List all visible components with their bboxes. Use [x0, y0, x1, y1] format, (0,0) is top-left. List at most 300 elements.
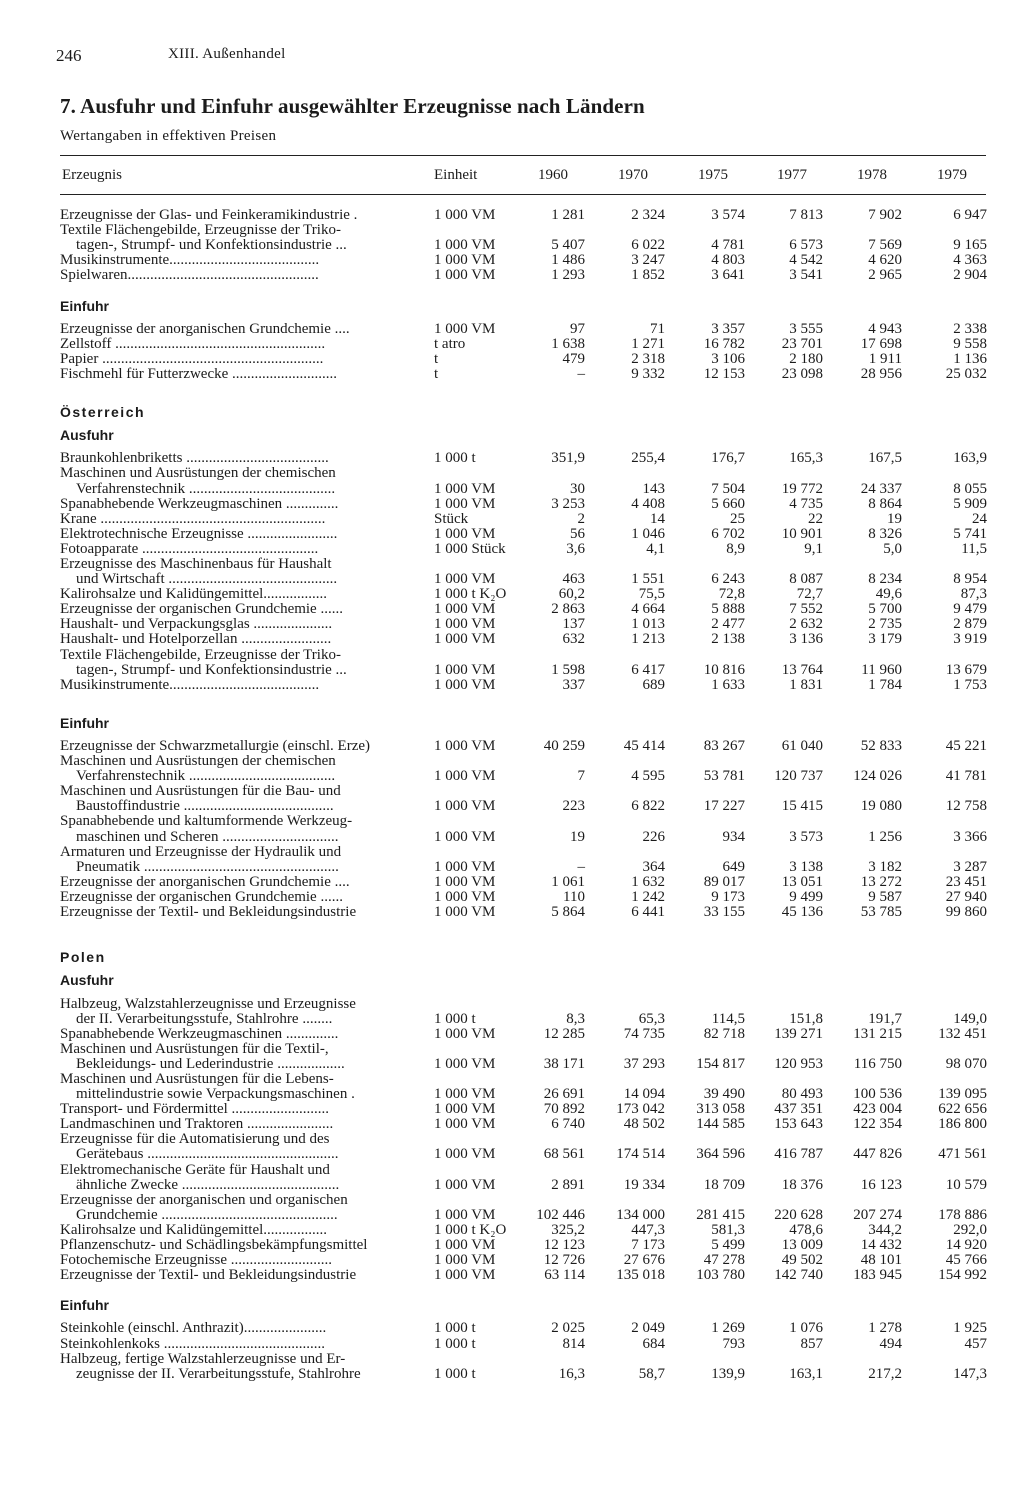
value-cell: 447,3	[631, 1221, 665, 1238]
row-unit: 1 000 VM	[434, 676, 496, 693]
section-heading	[0, 716, 1024, 731]
row-unit: 1 000 VM	[434, 480, 496, 497]
value-cell: 134 000	[616, 1206, 665, 1223]
value-cell: 98 070	[945, 1055, 987, 1072]
row-label: Erzeugnisse der Textil- und Bekleidungsindustrie	[60, 1268, 357, 1284]
value-cell: 1 831	[789, 676, 823, 693]
row-spacer	[0, 283, 1024, 298]
value-cell: 255,4	[631, 450, 665, 467]
row-label: Elektromechanische Geräte für Haushalt und	[60, 1162, 330, 1178]
value-cell: 9,1	[804, 540, 823, 557]
table-row	[0, 1027, 1024, 1042]
row-label: Einfuhr	[60, 1298, 109, 1314]
value-cell: 1 925	[953, 1320, 987, 1337]
value-cell: 2 138	[711, 631, 745, 648]
value-cell: 52 833	[860, 738, 902, 754]
table-row	[0, 238, 1024, 253]
row-label: Spanabhebende Werkzeugmaschinen ..............	[60, 496, 339, 512]
value-cell: 174 514	[616, 1146, 665, 1163]
chapter-title: XIII. Außenhandel	[168, 46, 286, 62]
table-row	[0, 754, 1024, 769]
value-cell: 1 633	[711, 676, 745, 693]
value-cell: 1 753	[953, 676, 987, 693]
value-cell: 154 817	[696, 1055, 745, 1072]
row-label: Kalirohsalze und Kalidüngemittel.................	[60, 587, 328, 603]
value-cell: 4 595	[631, 768, 665, 785]
row-unit: 1 000 VM	[434, 1267, 496, 1284]
value-cell: 114,5	[711, 1010, 745, 1027]
value-cell: 8 954	[953, 571, 987, 588]
value-cell: 137	[562, 616, 585, 633]
value-cell: 33 155	[703, 904, 745, 921]
column-header-year: 1960	[538, 167, 568, 183]
value-cell: 3 357	[711, 320, 745, 337]
value-cell: 1 136	[953, 350, 987, 367]
row-label: Textile Flächengebilde, Erzeugnisse der Triko-	[60, 647, 341, 663]
row-unit: 1 000 VM	[434, 631, 496, 648]
value-cell: 1 278	[868, 1320, 902, 1337]
value-cell: 9 499	[789, 888, 823, 905]
value-cell: 165,3	[789, 450, 823, 467]
value-cell: 75,5	[638, 586, 665, 603]
value-cell: 173 042	[616, 1101, 665, 1118]
value-cell: 9 165	[953, 237, 987, 254]
value-cell: 2 324	[631, 207, 665, 223]
value-cell: 22	[808, 510, 823, 527]
value-cell: 18 376	[781, 1176, 823, 1193]
value-cell: 116 750	[853, 1055, 902, 1072]
row-unit: 1 000 VM	[434, 1206, 496, 1223]
table-row	[0, 905, 1024, 920]
row-label: Österreich	[60, 405, 146, 421]
row-unit: t	[434, 365, 439, 382]
value-cell: 6 441	[631, 904, 665, 921]
row-unit: 1 000 VM	[434, 320, 496, 337]
value-cell: 1 598	[551, 661, 585, 678]
value-cell: 100 536	[853, 1086, 902, 1103]
value-cell: 814	[562, 1335, 585, 1352]
value-cell: 689	[642, 676, 665, 693]
value-cell: 3 138	[789, 858, 823, 875]
value-cell: 364 596	[696, 1146, 745, 1163]
value-cell: 9 558	[953, 335, 987, 352]
value-cell: 24 337	[860, 480, 902, 497]
row-unit: 1 000 VM	[434, 1055, 496, 1072]
value-cell: 70 892	[543, 1101, 585, 1118]
table-row	[0, 814, 1024, 829]
header-bottom-rule	[60, 194, 986, 195]
row-unit: 1 000 VM	[434, 237, 496, 254]
row-unit: 1 000 VM	[434, 858, 496, 875]
value-cell: 9 479	[953, 601, 987, 618]
row-unit: 1 000 t	[434, 1365, 476, 1382]
row-label: Erzeugnisse der Schwarzmetallurgie (einschl. Erze)	[60, 739, 371, 754]
value-cell: 167,5	[868, 450, 902, 467]
value-cell: 581,3	[711, 1221, 745, 1238]
row-label: Erzeugnisse der Glas- und Feinkeramikindustrie .	[60, 208, 358, 223]
value-cell: 19	[887, 510, 902, 527]
value-cell: 45 221	[945, 738, 987, 754]
value-cell: 622 656	[938, 1101, 987, 1118]
value-cell: 4 735	[789, 495, 823, 512]
value-cell: 2 735	[868, 616, 902, 633]
table-row	[0, 1042, 1024, 1057]
value-cell: 2	[577, 510, 585, 527]
row-label: Erzeugnisse der anorganischen und organischen	[60, 1192, 348, 1208]
value-cell: 131 215	[853, 1025, 902, 1042]
value-cell: 1 784	[868, 676, 902, 693]
row-label: Verfahrenstechnik .......................................	[76, 769, 336, 785]
value-cell: 2 049	[631, 1320, 665, 1337]
value-cell: 13 679	[945, 661, 987, 678]
column-header-year: 1978	[857, 167, 887, 183]
value-cell: 6 947	[953, 207, 987, 223]
row-label: Spanabhebende und kaltumformende Werkzeug-	[60, 814, 353, 830]
table-row	[0, 1367, 1024, 1382]
row-spacer	[0, 920, 1024, 935]
value-cell: 3 574	[711, 207, 745, 223]
country-heading	[0, 405, 1024, 420]
value-cell: 463	[562, 571, 585, 588]
table-row	[0, 784, 1024, 799]
value-cell: 14 432	[860, 1237, 902, 1253]
row-label: Ausfuhr	[60, 428, 114, 444]
value-cell: 139 271	[774, 1025, 823, 1042]
row-unit: 1 000 VM	[434, 1176, 496, 1193]
table-row	[0, 1057, 1024, 1072]
value-cell: 11 960	[861, 661, 902, 678]
value-cell: 4 664	[631, 601, 665, 618]
row-unit: 1 000 VM	[434, 768, 496, 785]
value-cell: 934	[722, 828, 745, 845]
row-label: Fotochemische Erzeugnisse ...........................	[60, 1253, 333, 1269]
value-cell: –	[577, 858, 585, 875]
row-label: Halbzeug, Walzstahlerzeugnisse und Erzeugnisse	[60, 996, 356, 1012]
value-cell: 176,7	[711, 450, 745, 467]
value-cell: 139 095	[938, 1086, 987, 1103]
table-row	[0, 1132, 1024, 1147]
value-cell: 49 502	[781, 1252, 823, 1269]
row-label: tagen-, Strumpf- und Konfektionsindustrie ...	[76, 662, 347, 678]
value-cell: 30	[570, 480, 585, 497]
value-cell: 2 477	[711, 616, 745, 633]
row-unit: 1 000 t	[434, 450, 476, 467]
table-row	[0, 322, 1024, 337]
row-unit: 1 000 VM	[434, 252, 496, 269]
row-label: Fotoapparate ...............................................	[60, 541, 319, 557]
value-cell: 1 486	[551, 252, 585, 269]
value-cell: 12 153	[703, 365, 745, 382]
value-cell: 7 504	[711, 480, 745, 497]
value-cell: 63 114	[544, 1267, 585, 1284]
value-cell: 3 179	[868, 631, 902, 648]
value-cell: 49,6	[875, 586, 902, 603]
row-label: Bekleidungs- und Lederindustrie ..................	[76, 1056, 345, 1072]
row-label: Halbzeug, fertige Walzstahlerzeugnisse und Er-	[60, 1351, 346, 1367]
value-cell: 14 920	[945, 1237, 987, 1253]
value-cell: 793	[722, 1335, 745, 1352]
value-cell: 351,9	[551, 450, 585, 467]
value-cell: 3 106	[711, 350, 745, 367]
table-row	[0, 1337, 1024, 1352]
row-label: Pflanzenschutz- und Schädlingsbekämpfungsmittel	[60, 1238, 368, 1253]
value-cell: 649	[722, 858, 745, 875]
value-cell: 120 737	[774, 768, 823, 785]
value-cell: 7 569	[868, 237, 902, 254]
row-label: Erzeugnisse der Textil- und Bekleidungsindustrie	[60, 905, 357, 921]
data-table	[0, 208, 1024, 1382]
row-unit: 1 000 t	[434, 1010, 476, 1027]
row-label: Baustoffindustrie ........................................	[76, 799, 334, 815]
value-cell: 83 267	[703, 738, 745, 754]
table-row	[0, 875, 1024, 890]
value-cell: 16,3	[558, 1365, 585, 1382]
table-row	[0, 367, 1024, 382]
table-row	[0, 208, 1024, 223]
row-label: Erzeugnisse der organischen Grundchemie ......	[60, 602, 343, 618]
column-header	[0, 165, 1024, 189]
value-cell: 1 269	[711, 1320, 745, 1337]
table-row	[0, 1102, 1024, 1117]
row-label: tagen-, Strumpf- und Konfektionsindustrie ...	[76, 238, 347, 254]
value-cell: 19 772	[781, 480, 823, 497]
value-cell: 15 415	[781, 798, 823, 815]
table-row	[0, 617, 1024, 632]
row-label: Ausfuhr	[60, 973, 114, 989]
value-cell: 478,6	[789, 1221, 823, 1238]
value-cell: 139,9	[711, 1365, 745, 1382]
value-cell: 25 032	[945, 365, 987, 382]
value-cell: 3 641	[711, 267, 745, 284]
value-cell: 26 691	[543, 1086, 585, 1103]
value-cell: 4 803	[711, 252, 745, 269]
value-cell: 1 911	[868, 350, 902, 367]
table-row	[0, 497, 1024, 512]
row-unit: 1 000 VM	[434, 1025, 496, 1042]
value-cell: 13 009	[781, 1237, 823, 1253]
value-cell: 2 965	[868, 267, 902, 284]
value-cell: 4 542	[789, 252, 823, 269]
table-row	[0, 352, 1024, 367]
value-cell: 120 953	[774, 1055, 823, 1072]
table-row	[0, 1163, 1024, 1178]
value-cell: 1 013	[631, 616, 665, 633]
row-unit: 1 000 VM	[434, 904, 496, 921]
row-label: Braunkohlenbriketts ......................................	[60, 451, 329, 467]
table-row	[0, 632, 1024, 647]
value-cell: 149,0	[953, 1010, 987, 1027]
row-spacer	[0, 989, 1024, 997]
value-cell: 12 726	[543, 1252, 585, 1269]
value-cell: 8,3	[566, 1010, 585, 1027]
row-label: Maschinen und Ausrüstungen der chemischen	[60, 466, 336, 482]
row-unit: 1 000 VM	[434, 495, 496, 512]
value-cell: 8 055	[953, 480, 987, 497]
value-cell: 19 080	[860, 798, 902, 815]
value-cell: 325,2	[551, 1221, 585, 1238]
value-cell: 223	[562, 798, 585, 815]
row-label: Textile Flächengebilde, Erzeugnisse der Triko-	[60, 223, 341, 239]
row-unit: Stück	[434, 510, 469, 527]
table-row	[0, 1238, 1024, 1253]
row-unit: 1 000 Stück	[434, 540, 506, 557]
value-cell: 8,9	[726, 540, 745, 557]
value-cell: 80 493	[781, 1086, 823, 1103]
value-cell: 2 338	[953, 320, 987, 337]
value-cell: 87,3	[960, 586, 987, 603]
row-unit: 1 000 VM	[434, 616, 496, 633]
value-cell: 58,7	[638, 1365, 665, 1382]
value-cell: 40 259	[543, 738, 585, 754]
value-cell: 8 864	[868, 495, 902, 512]
row-unit: 1 000 VM	[434, 525, 496, 542]
table-row	[0, 1193, 1024, 1208]
value-cell: 97	[570, 320, 585, 337]
value-cell: 226	[642, 828, 665, 845]
value-cell: 37 293	[623, 1055, 665, 1072]
value-cell: 19 334	[623, 1176, 665, 1193]
value-cell: 16 123	[860, 1176, 902, 1193]
value-cell: 5 700	[868, 601, 902, 618]
row-unit: t	[434, 350, 439, 367]
row-label: Steinkohle (einschl. Anthrazit)......................	[60, 1321, 327, 1337]
value-cell: 103 780	[696, 1267, 745, 1284]
value-cell: 292,0	[953, 1221, 987, 1238]
country-heading	[0, 950, 1024, 965]
row-label: Pneumatik ....................................................	[76, 859, 339, 875]
table-row	[0, 678, 1024, 693]
value-cell: 8 087	[789, 571, 823, 588]
value-cell: 4 781	[711, 237, 745, 254]
table-row	[0, 1223, 1024, 1238]
value-cell: 5 864	[551, 904, 585, 921]
value-cell: 2 863	[551, 601, 585, 618]
value-cell: 53 781	[703, 768, 745, 785]
table-row	[0, 860, 1024, 875]
row-unit: 1 000 VM	[434, 828, 496, 845]
value-cell: 3 573	[789, 828, 823, 845]
table-row	[0, 1178, 1024, 1193]
value-cell: 3 253	[551, 495, 585, 512]
value-cell: 437 351	[774, 1101, 823, 1118]
row-unit: 1 000 VM	[434, 1237, 496, 1253]
row-label: Spielwaren...................................................	[60, 268, 319, 284]
value-cell: 13 051	[781, 873, 823, 890]
row-label: ähnliche Zwecke ..........................................	[76, 1177, 340, 1193]
value-cell: 217,2	[868, 1365, 902, 1382]
row-unit: 1 000 VM	[434, 1252, 496, 1269]
value-cell: 2 891	[551, 1176, 585, 1193]
row-label: zeugnisse der II. Verarbeitungsstufe, Stahlrohre	[76, 1366, 361, 1382]
value-cell: 447 826	[853, 1146, 902, 1163]
row-label: Erzeugnisse für die Automatisierung und des	[60, 1132, 330, 1148]
row-label: Musikinstrumente........................................	[60, 253, 320, 269]
row-label: Haushalt- und Verpackungsglas .....................	[60, 617, 333, 633]
value-cell: 2 180	[789, 350, 823, 367]
value-cell: 1 551	[631, 571, 665, 588]
value-cell: 3 366	[953, 828, 987, 845]
table-row	[0, 1147, 1024, 1162]
value-cell: 1 281	[551, 207, 585, 223]
value-cell: 19	[570, 828, 585, 845]
value-cell: 337	[562, 676, 585, 693]
value-cell: 3 919	[953, 631, 987, 648]
value-cell: 457	[964, 1335, 987, 1352]
value-cell: 364	[642, 858, 665, 875]
value-cell: 102 446	[536, 1206, 585, 1223]
column-header-year: 1977	[777, 167, 807, 183]
value-cell: 632	[562, 631, 585, 648]
value-cell: 7 902	[868, 207, 902, 223]
value-cell: 1 076	[789, 1320, 823, 1337]
row-label: Grundchemie ...............................................	[76, 1207, 338, 1223]
row-label: Haushalt- und Hotelporzellan ........................	[60, 632, 332, 648]
value-cell: 7	[577, 768, 585, 785]
table-row	[0, 482, 1024, 497]
value-cell: 143	[642, 480, 665, 497]
row-unit: 1 000 VM	[434, 1086, 496, 1103]
row-spacer	[0, 693, 1024, 708]
value-cell: 60,2	[558, 586, 585, 603]
value-cell: 23 701	[781, 335, 823, 352]
value-cell: 6 573	[789, 237, 823, 254]
value-cell: 89 017	[703, 873, 745, 890]
table-row	[0, 466, 1024, 481]
value-cell: 178 886	[938, 1206, 987, 1223]
row-label: Armaturen und Erzeugnisse der Hydraulik und	[60, 844, 342, 860]
value-cell: 47 278	[703, 1252, 745, 1269]
row-spacer	[0, 965, 1024, 973]
header-top-rule	[60, 155, 986, 156]
value-cell: 183 945	[853, 1267, 902, 1284]
table-row	[0, 337, 1024, 352]
row-label: Erzeugnisse der organischen Grundchemie ......	[60, 889, 343, 905]
value-cell: 1 293	[551, 267, 585, 284]
row-unit: 1 000 VM	[434, 1146, 496, 1163]
value-cell: 191,7	[868, 1010, 902, 1027]
value-cell: 3 182	[868, 858, 902, 875]
value-cell: 5 660	[711, 495, 745, 512]
table-row	[0, 268, 1024, 283]
table-row	[0, 542, 1024, 557]
row-unit: 1 000 VM	[434, 1101, 496, 1118]
row-unit: 1 000 t K₂O	[434, 586, 507, 603]
value-cell: 45 414	[623, 738, 665, 754]
value-cell: 8 326	[868, 525, 902, 542]
value-cell: 13 272	[860, 873, 902, 890]
section-heading	[0, 428, 1024, 443]
value-cell: 25	[730, 510, 745, 527]
value-cell: 41 781	[945, 768, 987, 785]
row-unit: 1 000 t K₂O	[434, 1221, 507, 1238]
value-cell: 151,8	[789, 1010, 823, 1027]
value-cell: 1 046	[631, 525, 665, 542]
table-row	[0, 1321, 1024, 1336]
row-unit: 1 000 VM	[434, 267, 496, 284]
value-cell: 7 173	[631, 1237, 665, 1253]
table-row	[0, 253, 1024, 268]
table-row	[0, 1208, 1024, 1223]
row-label: maschinen und Scheren ...............................	[76, 829, 339, 845]
value-cell: 3 247	[631, 252, 665, 269]
value-cell: 8 234	[868, 571, 902, 588]
value-cell: 344,2	[868, 1221, 902, 1238]
row-label: Krane ............................................................	[60, 511, 326, 527]
value-cell: 1 213	[631, 631, 665, 648]
table-row	[0, 739, 1024, 754]
value-cell: 12 285	[543, 1025, 585, 1042]
value-cell: 4,1	[646, 540, 665, 557]
